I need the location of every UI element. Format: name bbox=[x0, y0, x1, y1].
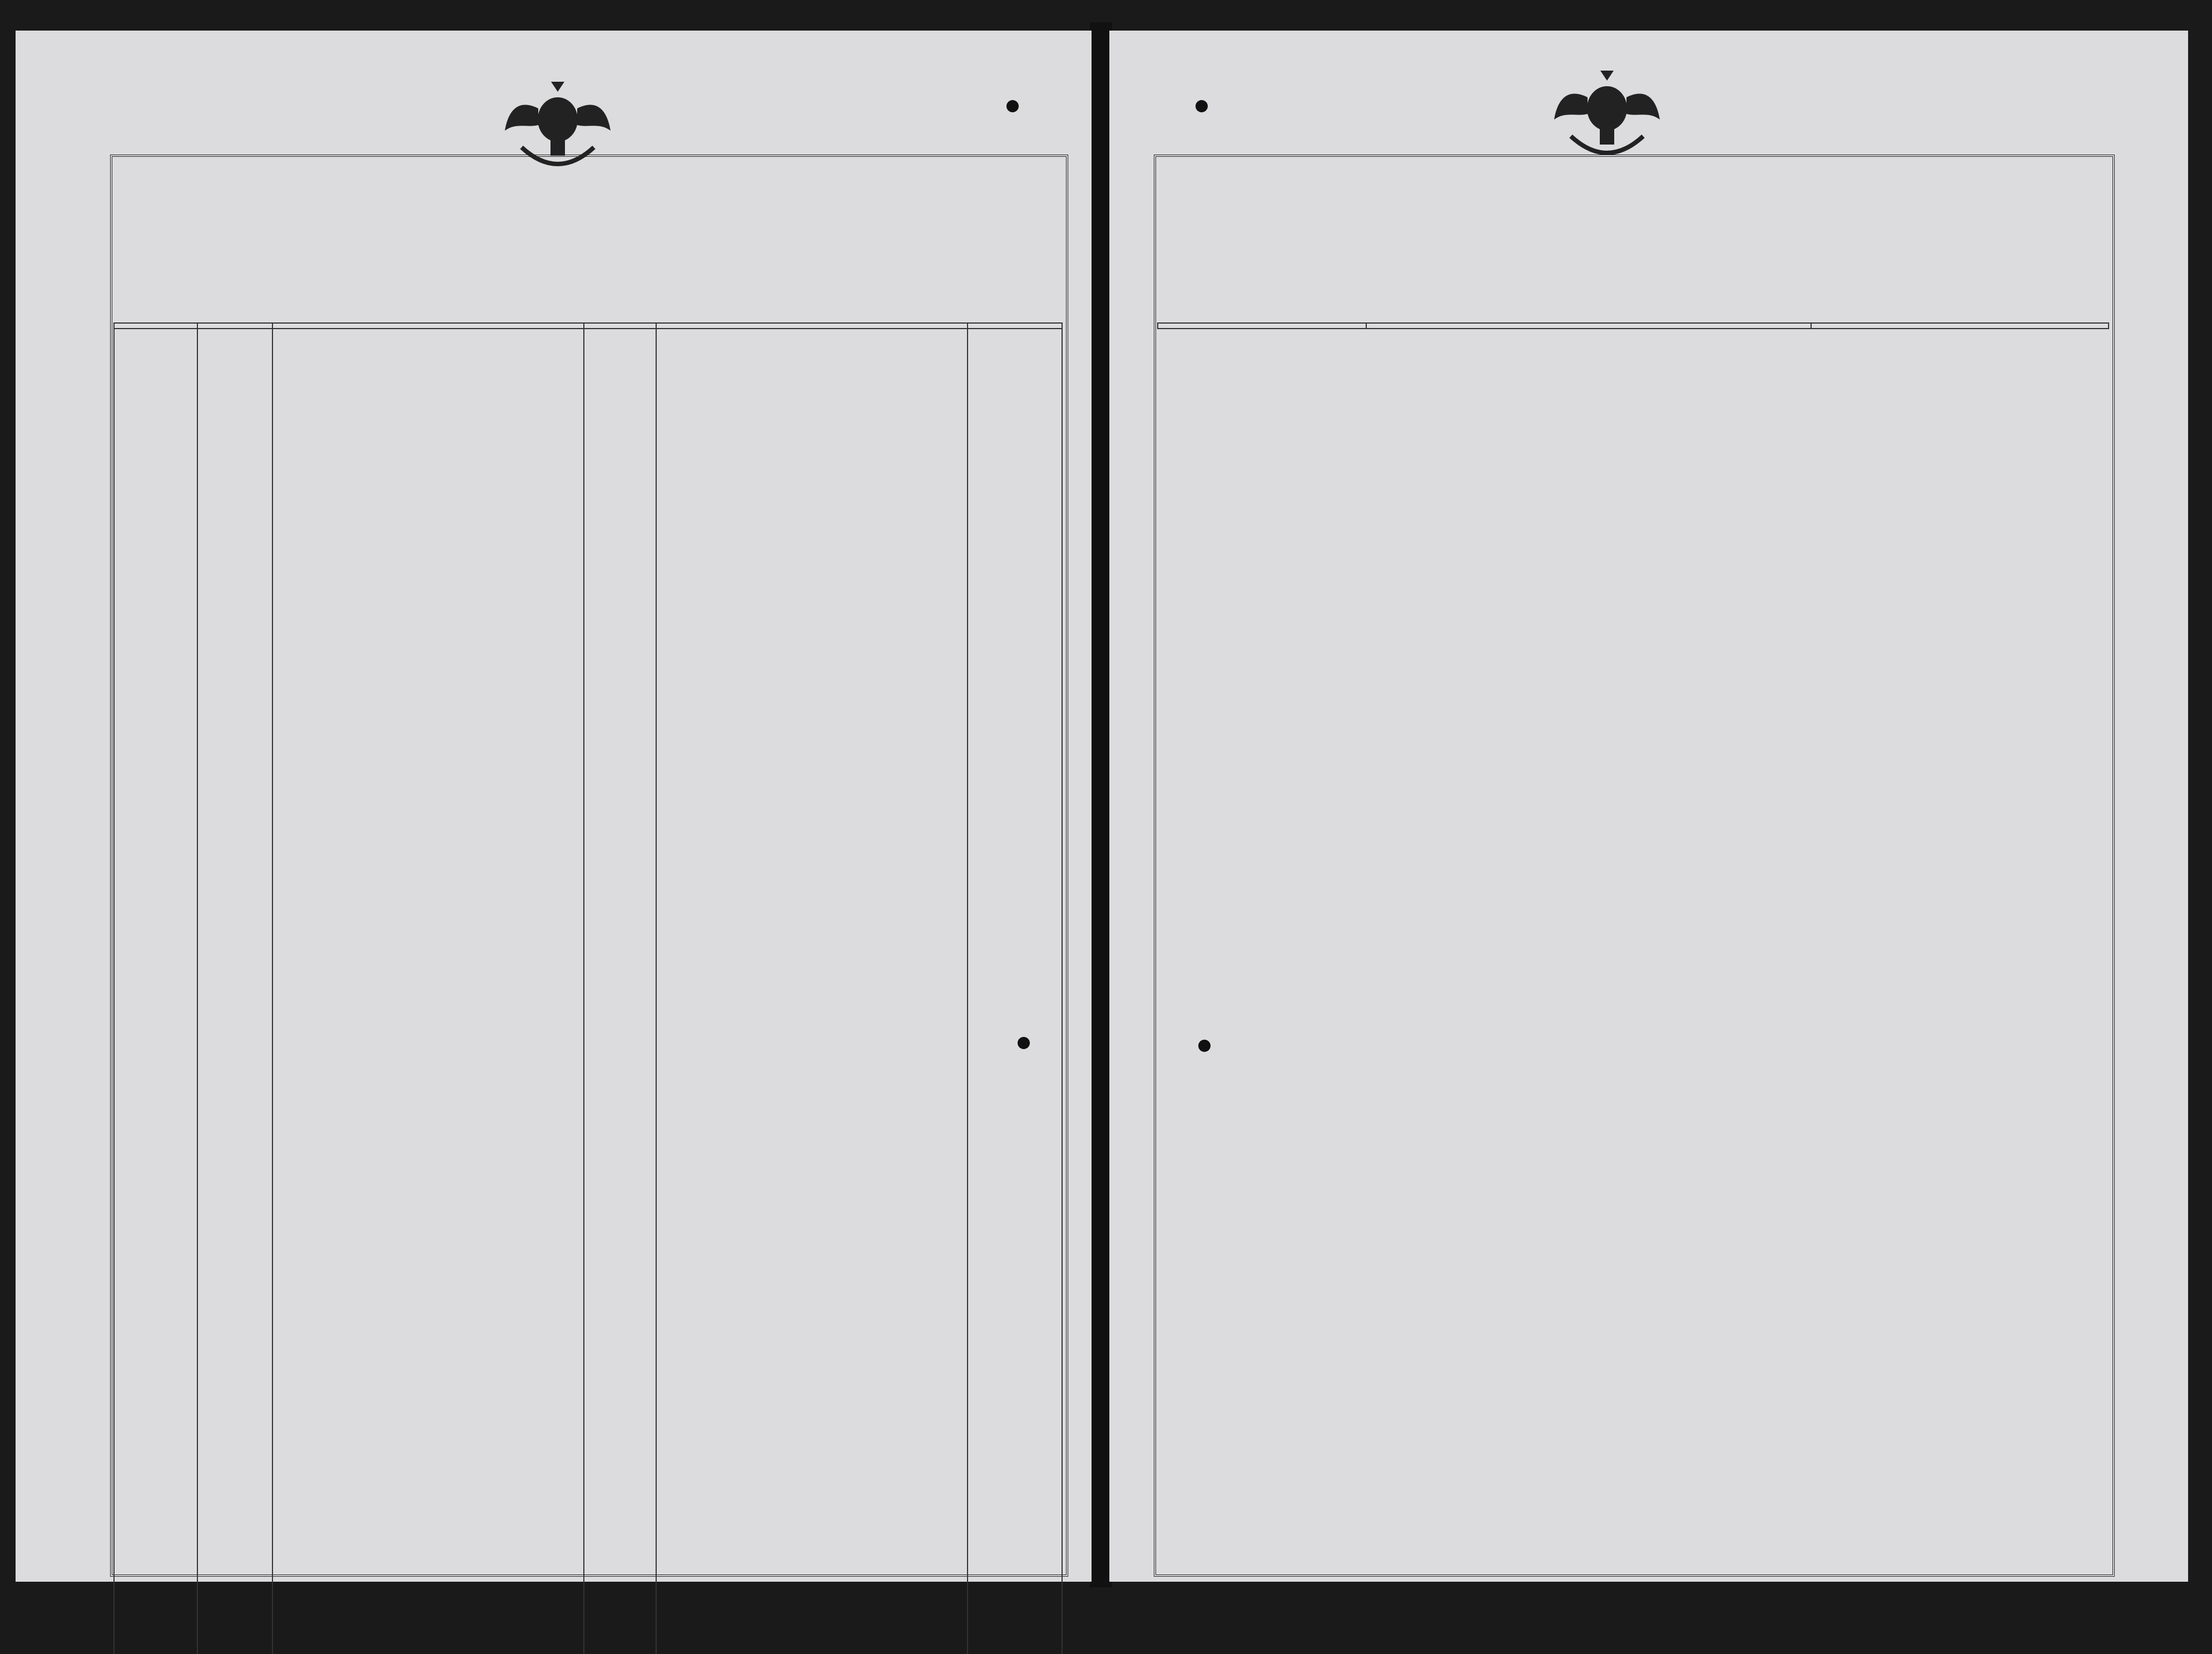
book-gutter bbox=[1090, 22, 1112, 1587]
bride-cell bbox=[656, 329, 968, 512]
groom-age bbox=[584, 1062, 656, 1246]
register-entry bbox=[114, 696, 1062, 879]
entry-number bbox=[114, 879, 197, 1062]
left-page bbox=[16, 31, 1092, 1582]
right-frame bbox=[1154, 155, 2115, 1577]
binding-hole bbox=[1196, 100, 1208, 112]
entry-number bbox=[114, 1287, 197, 1471]
entry-day bbox=[197, 1287, 272, 1471]
groom-cell bbox=[272, 1062, 584, 1246]
register-entry bbox=[114, 1287, 1062, 1471]
groom-age bbox=[584, 1471, 656, 1654]
col-number bbox=[114, 323, 197, 329]
register-entry bbox=[114, 1062, 1062, 1246]
entry-day bbox=[197, 1471, 272, 1654]
register-entry bbox=[114, 1471, 1062, 1654]
col-bride-age bbox=[968, 323, 1062, 329]
groom-cell bbox=[272, 329, 584, 512]
col-priest bbox=[1158, 323, 1366, 329]
groom-cell bbox=[272, 1471, 584, 1654]
bride-cell bbox=[656, 1062, 968, 1246]
entry-number bbox=[114, 1471, 197, 1654]
col-month bbox=[197, 323, 272, 329]
col-sponsors bbox=[1366, 323, 1811, 329]
bride-age bbox=[968, 1062, 1062, 1246]
groom-age bbox=[584, 696, 656, 879]
register-entry bbox=[114, 879, 1062, 1062]
binding-hole bbox=[1018, 1037, 1030, 1049]
entry-number bbox=[114, 696, 197, 879]
bride-age bbox=[968, 696, 1062, 879]
entry-day bbox=[197, 696, 272, 879]
groom-cell bbox=[272, 512, 584, 696]
entry-day bbox=[197, 1062, 272, 1246]
entry-number bbox=[114, 1062, 197, 1246]
col-groom-age bbox=[584, 323, 656, 329]
bride-cell bbox=[656, 1287, 968, 1471]
binding-hole bbox=[1198, 1040, 1211, 1052]
bride-age bbox=[968, 1287, 1062, 1471]
bride-cell bbox=[656, 696, 968, 879]
entry-number bbox=[114, 512, 197, 696]
entry-day bbox=[197, 512, 272, 696]
bride-cell bbox=[656, 1471, 968, 1654]
entry-day bbox=[197, 879, 272, 1062]
register-entry bbox=[114, 329, 1062, 512]
entry-number bbox=[114, 329, 197, 512]
right-page bbox=[1109, 31, 2188, 1582]
groom-cell bbox=[272, 879, 584, 1062]
groom-age bbox=[584, 512, 656, 696]
bride-age bbox=[968, 879, 1062, 1062]
groom-age bbox=[584, 1287, 656, 1471]
groom-age bbox=[584, 879, 656, 1062]
right-register-table bbox=[1157, 322, 2109, 329]
col-bride bbox=[656, 323, 968, 329]
groom-age bbox=[584, 329, 656, 512]
bride-cell bbox=[656, 879, 968, 1062]
left-register-table-october bbox=[113, 1287, 1063, 1654]
register-entry bbox=[114, 512, 1062, 696]
col-groom bbox=[272, 323, 584, 329]
bride-age bbox=[968, 1471, 1062, 1654]
col-signatures bbox=[1811, 323, 2109, 329]
bride-age bbox=[968, 329, 1062, 512]
bride-age bbox=[968, 512, 1062, 696]
bride-cell bbox=[656, 512, 968, 696]
groom-cell bbox=[272, 1287, 584, 1471]
binding-hole bbox=[1006, 100, 1019, 112]
groom-cell bbox=[272, 696, 584, 879]
imperial-eagle-emblem-right bbox=[1549, 64, 1665, 170]
left-register-table bbox=[113, 322, 1063, 1429]
entry-day bbox=[197, 329, 272, 512]
